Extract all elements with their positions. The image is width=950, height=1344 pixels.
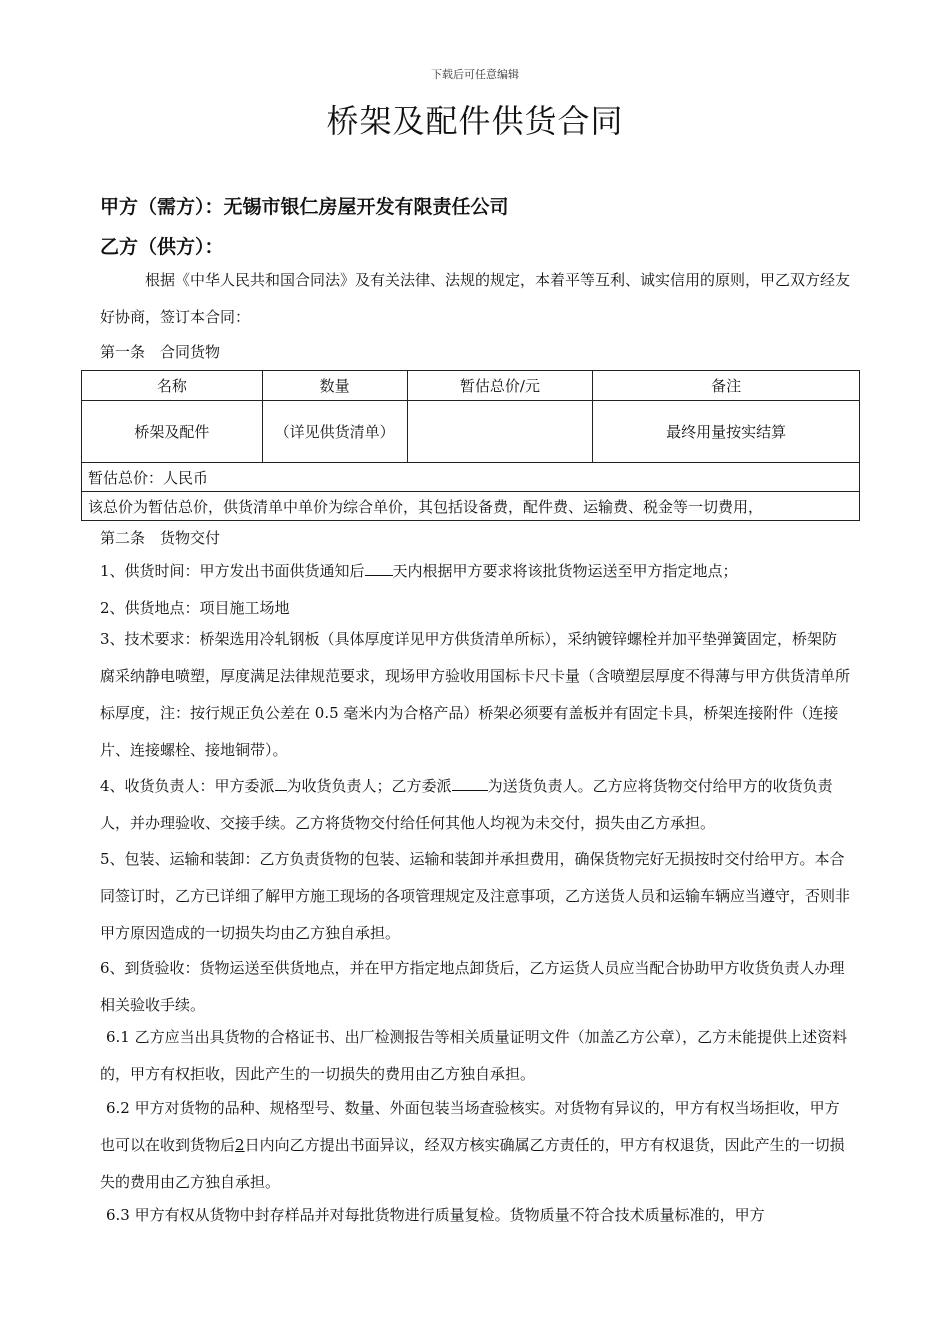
header-note: 备注: [593, 371, 860, 401]
total-label: 暂估总价：人民币: [82, 463, 860, 492]
clause-6-1: 6.1 乙方应当出具货物的合格证书、出厂检测报告等相关质量证明文件（加盖乙方公章），乙方未能提供上述资料的，甲方有权拒收，因此产生的一切损失的费用由乙方独自承担。: [100, 1028, 848, 1083]
header-name: 名称: [82, 371, 263, 401]
clause-6-3: 6.3 甲方有权从货物中封存样品并对每批货物进行质量复检。货物质量不符合技术质量标准的，甲方: [106, 1206, 765, 1224]
table-header-row: [82, 371, 860, 401]
clause-2: 2、供货地点：项目施工场地: [100, 599, 290, 617]
blank-days: [365, 561, 393, 576]
header-price: 暂估总价/元: [407, 371, 593, 401]
clause-5: 5、包装、运输和装卸：乙方负责货物的包装、运输和装卸并承担费用，确保货物完好无损按时交付给甲方。本合同签订时，乙方已详细了解甲方施工现场的各项管理规定及注意事项，乙方送货人员和运输车辆应当遵守，否则非甲方原因造成的一切损失均由乙方独自承担。: [100, 850, 851, 942]
contract-title: 桥架及配件供货合同: [326, 102, 624, 140]
header-note: 下载后可任意编辑: [431, 68, 519, 81]
blank-receiver: [275, 776, 287, 791]
table-row: [82, 401, 860, 463]
clause-4-part-c: 为送货负责人。乙方应将货物交付给甲方的收货负责人，并办理验收、交接手续。乙方将货物交付给任何其他人均视为未交付，损失由乙方承担。: [100, 777, 833, 832]
clause-6-2: [100, 1090, 852, 1201]
clause-1: [100, 553, 852, 590]
table-total-note-row: [82, 492, 860, 521]
clause-6: 6、到货验收：货物运送至供货地点，并在甲方指定地点卸货后，乙方运货人员应当配合协助甲方收货负责人办理相关验收手续。: [100, 959, 845, 1014]
clause-4-part-a: 4、收货负责人：甲方委派: [100, 777, 275, 795]
clause-4: [100, 768, 852, 842]
clause-1-part-a: 1、供货时间：甲方发出书面供货通知后: [100, 562, 365, 580]
clause-4-part-b: 为收货负责人；乙方委派: [286, 777, 452, 795]
table-total-row: [82, 463, 860, 492]
goods-table: [81, 370, 860, 521]
clause-6-2-days: 2: [235, 1136, 245, 1154]
cell-price: [407, 401, 593, 463]
party-a: 甲方（需方）：无锡市银仁房屋开发有限责任公司: [100, 196, 509, 218]
cell-note: 最终用量按实结算: [593, 401, 860, 463]
blank-sender: [452, 776, 488, 791]
article-2-heading: 第二条 货物交付: [100, 529, 221, 547]
cell-quantity: （详见供货清单）: [262, 401, 407, 463]
clause-6-2-part-a: 6.2 甲方对货物的品种、规格型号、数量、外面包装当场查验核实。对货物有异议的，甲方有权当场拒收，甲方也可以在收到货物后: [100, 1099, 840, 1154]
clause-3: 3、技术要求：桥架选用冷轧钢板（具体厚度详见甲方供货清单所标），采纳镀锌螺栓并加平垫弹簧固定，桥架防腐采纳静电喷塑，厚度满足法律规范要求，现场甲方验收用国标卡尺卡量（含喷塑层厚度不得薄与甲方供货清单所标厚度，注：按行规正负公差在 0.5 毫米内为合格产品）桥架必须要有盖板并有固定卡具，桥架连接附件（连接片、连接螺栓、接地铜带）。: [100, 630, 851, 759]
cell-name: 桥架及配件: [82, 401, 263, 463]
clause-6-2-part-b: 日内向乙方提出书面异议，经双方核实确属乙方责任的，甲方有权退货，因此产生的一切损失的费用由乙方独自承担。: [100, 1136, 845, 1191]
clause-1-part-b: 天内根据甲方要求将该批货物运送至甲方指定地点；: [392, 562, 738, 580]
total-note: 该总价为暂估总价，供货清单中单价为综合单价，其包括设备费，配件费、运输费、税金等一切费用，: [82, 492, 860, 521]
header-quantity: 数量: [262, 371, 407, 401]
intro-paragraph: 根据《中华人民共和国合同法》及有关法律、法规的规定，本着平等互利、诚实信用的原则，甲乙双方经友好协商，签订本合同：: [100, 271, 851, 326]
article-1-heading: 第一条 合同货物: [100, 343, 221, 361]
party-b: 乙方（供方）：: [100, 236, 224, 258]
